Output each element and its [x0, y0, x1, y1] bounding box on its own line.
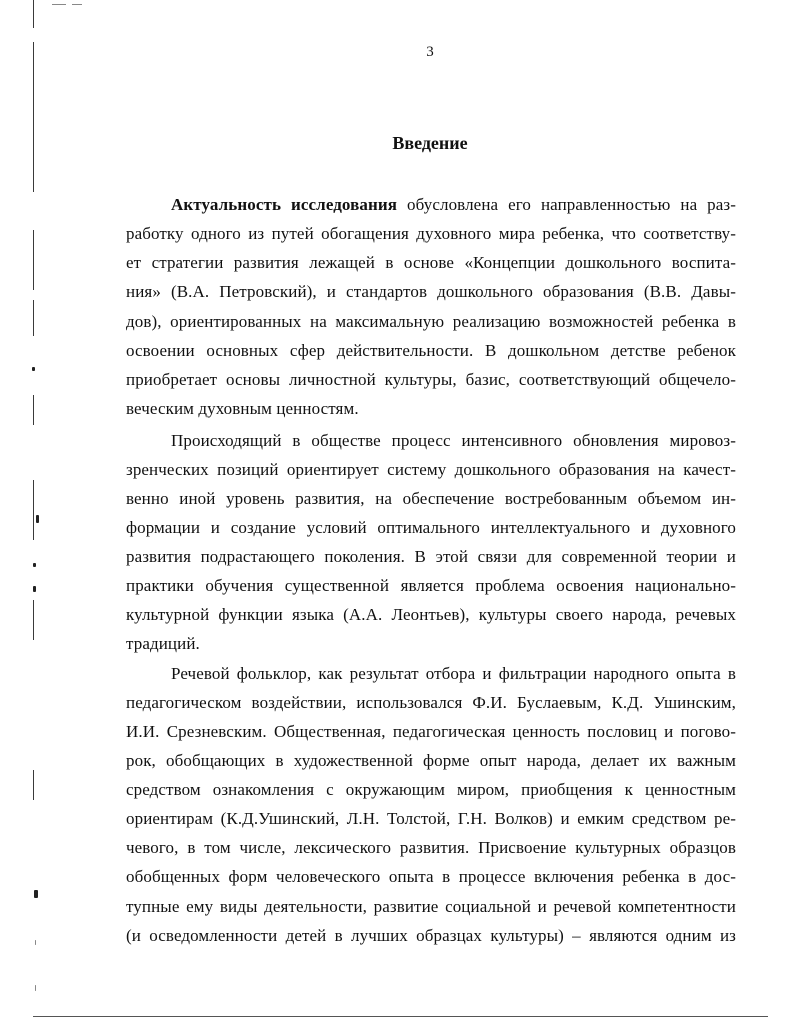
paragraph-line: веческим духовным ценностям.: [126, 399, 359, 418]
paragraph-line: работку одного из путей обогащения духовного мира ребенка, что соответству-: [126, 224, 736, 243]
scan-artifact: [33, 586, 36, 592]
paragraph-line: дов), ориентированных на максимальную реализацию возможностей ребенка в: [126, 312, 736, 331]
page-title: Введение: [392, 133, 468, 153]
scan-artifact: [33, 300, 34, 336]
scan-artifact: [52, 4, 66, 5]
paragraph-line: Актуальность исследования обусловлена его направленностью на раз-: [171, 195, 736, 214]
scan-artifact: [36, 515, 39, 523]
paragraph-line: (и осведомленности детей в лучших образцах культуры) – являются одним из: [126, 926, 736, 945]
paragraph-line: рок, обобщающих в художественной форме опыт народа, делает их важным: [126, 751, 736, 770]
scan-artifact: [33, 1016, 768, 1017]
paragraph-line: формации и создание условий оптимального интеллектуального и духовного: [126, 518, 736, 537]
scan-artifact: [33, 230, 34, 290]
scan-artifact: [33, 600, 34, 640]
paragraph-line: зренческих позиций ориентирует систему дошкольного образования на качест-: [126, 460, 736, 479]
scan-artifact: [33, 480, 34, 540]
paragraph-line: педагогическом воздействии, использовался Ф.И. Буслаевым, К.Д. Ушинским,: [126, 693, 736, 712]
scan-artifact: [35, 985, 36, 991]
paragraph-line: И.И. Срезневским. Общественная, педагогическая ценность пословиц и погово-: [126, 722, 736, 741]
scan-artifact: [34, 890, 38, 898]
scan-artifact: [33, 42, 34, 192]
page-number: 3: [426, 44, 434, 60]
paragraph-line: Происходящий в обществе процесс интенсивного обновления мировоз-: [171, 431, 736, 450]
paragraph-line: ния» (В.А. Петровский), и стандартов дошкольного образования (В.В. Давы-: [126, 282, 736, 301]
paragraph-line: Речевой фольклор, как результат отбора и фильтрации народного опыта в: [171, 664, 736, 683]
paragraph-line: ет стратегии развития лежащей в основе «Концепции дошкольного воспита-: [126, 253, 736, 272]
scan-artifact: [35, 940, 36, 945]
scan-artifact: [33, 0, 34, 28]
paragraph-line: культурной функции языка (А.А. Леонтьев), культуры своего народа, речевых: [126, 605, 736, 624]
paragraph-line: средством ознакомления с окружающим миром, приобщения к ценностным: [126, 780, 736, 799]
paragraph-line: развития подрастающего поколения. В этой связи для современной теории и: [126, 547, 736, 566]
scan-artifact: [33, 395, 34, 425]
paragraph-line: чевого, в том числе, лексического развития. Присвоение культурных образцов: [126, 838, 736, 857]
bold-lead: Актуальность исследования: [171, 195, 398, 214]
paragraph-line: традиций.: [126, 634, 200, 653]
paragraph-line: ориентирам (К.Д.Ушинский, Л.Н. Толстой, Г.Н. Волков) и емким средством ре-: [126, 809, 736, 828]
paragraph-line: обобщенных форм человеческого опыта в процессе включения ребенка в дос-: [126, 867, 736, 886]
scan-artifact: [32, 367, 35, 371]
paragraph-line: освоении основных сфер действительности. В дошкольном детстве ребенок: [126, 341, 736, 360]
scan-artifact: [33, 563, 36, 567]
paragraph-line: приобретает основы личностной культуры, базис, соответствующий общечело-: [126, 370, 736, 389]
scan-artifact: [72, 4, 82, 5]
paragraph-line: венно иной уровень развития, на обеспечение востребованным объемом ин-: [126, 489, 736, 508]
scan-artifact: [33, 770, 34, 800]
paragraph-line: тупные ему виды деятельности, развитие социальной и речевой компетентности: [126, 897, 736, 916]
paragraph-line: практики обучения существенной является проблема освоения национально-: [126, 576, 736, 595]
